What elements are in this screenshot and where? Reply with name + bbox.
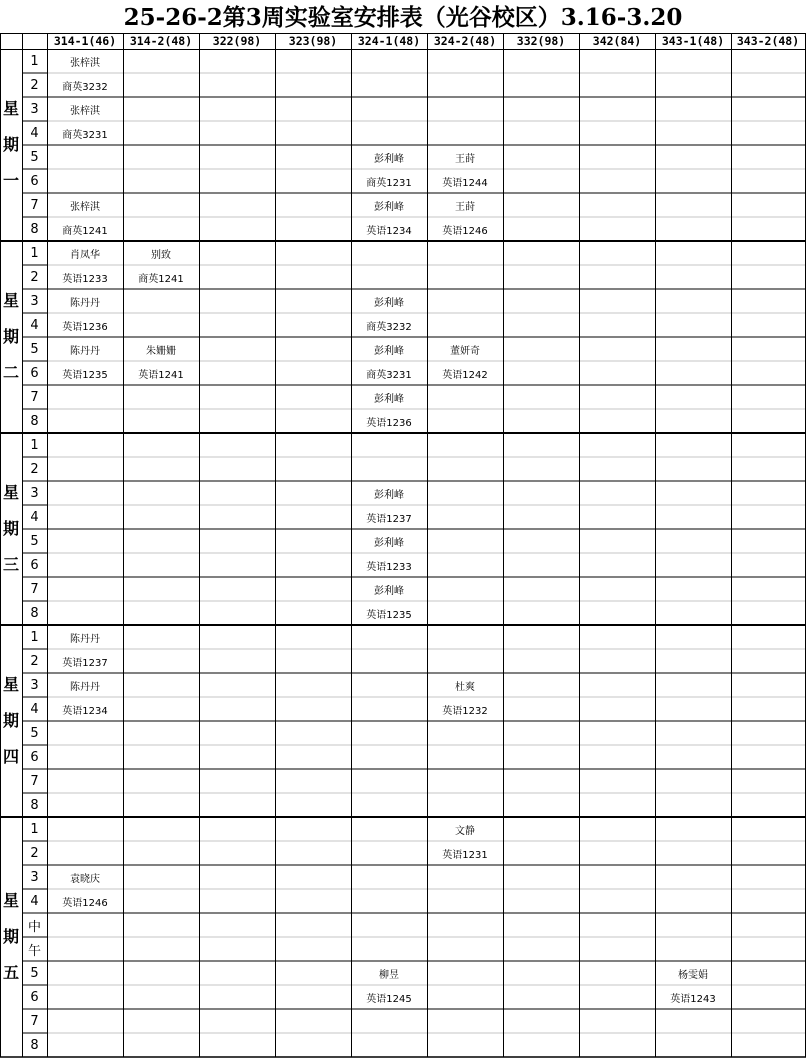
day-label <box>0 241 22 433</box>
period-number: 6 <box>30 749 39 765</box>
period-number: 7 <box>30 389 39 405</box>
schedule-entry: 彭利峰 <box>374 153 404 165</box>
period-number: 2 <box>30 653 39 669</box>
schedule-entry: 英语1237 <box>62 657 108 669</box>
period-number: 3 <box>30 869 39 885</box>
period-number: 2 <box>30 461 39 477</box>
schedule-entry: 英语1237 <box>366 513 412 525</box>
day-label-char: 星 <box>2 891 19 910</box>
period-number: 7 <box>30 773 39 789</box>
period-number: 4 <box>30 701 39 717</box>
day-label <box>0 49 22 241</box>
period-number: 4 <box>30 509 39 525</box>
schedule-entry: 英语1246 <box>442 225 488 237</box>
period-number: 6 <box>30 365 39 381</box>
schedule-entry: 肖凤华 <box>70 249 100 261</box>
day-label-char: 星 <box>2 99 19 118</box>
schedule-entry: 商英1231 <box>366 177 412 189</box>
period-number: 5 <box>30 533 39 549</box>
schedule-entry: 英语1234 <box>366 225 412 237</box>
day-label-char: 一 <box>2 171 19 190</box>
room-header: 324-2(48) <box>433 34 497 48</box>
schedule-entry: 彭利峰 <box>374 297 404 309</box>
schedule-entry: 彭利峰 <box>374 345 404 357</box>
day-label-char: 星 <box>2 675 19 694</box>
schedule-entry: 文静 <box>455 825 475 837</box>
schedule-entry: 英语1245 <box>366 993 412 1005</box>
day-label-char: 期 <box>2 135 19 154</box>
schedule-entry: 杜爽 <box>455 681 475 693</box>
schedule-entry: 张梓淇 <box>70 201 100 213</box>
schedule-entry: 英语1236 <box>62 321 108 333</box>
period-number: 午 <box>27 943 41 959</box>
schedule-entry: 董妍奇 <box>450 345 480 357</box>
period-number: 1 <box>30 53 39 69</box>
day-label-char: 期 <box>2 927 19 946</box>
schedule-entry: 别致 <box>151 249 171 261</box>
schedule-entry: 商英3232 <box>62 81 108 93</box>
period-number: 5 <box>30 341 39 357</box>
schedule-entry: 英语1235 <box>366 609 412 621</box>
schedule-entry: 陈丹丹 <box>70 681 100 693</box>
schedule-entry: 商英3231 <box>366 369 412 381</box>
schedule-entry: 英语1242 <box>442 369 488 381</box>
day-label-char: 四 <box>2 747 19 766</box>
day-label <box>0 817 22 1057</box>
schedule-entry: 彭利峰 <box>374 393 404 405</box>
schedule-entry: 彭利峰 <box>374 201 404 213</box>
day-label <box>0 433 22 625</box>
day-label-char: 期 <box>2 327 19 346</box>
schedule-entry: 王莳 <box>455 201 475 213</box>
day-label-char: 期 <box>2 519 19 538</box>
period-number: 5 <box>30 725 39 741</box>
period-number: 3 <box>30 485 39 501</box>
schedule-entry: 陈丹丹 <box>70 345 100 357</box>
schedule-entry: 英语1232 <box>442 705 488 717</box>
period-number: 7 <box>30 581 39 597</box>
schedule-entry: 柳昱 <box>379 969 399 981</box>
page-title: 25-26-2第3周实验室安排表（光谷校区）3.16-3.20 <box>123 4 683 31</box>
schedule-entry: 英语1231 <box>442 849 488 861</box>
schedule-entry: 彭利峰 <box>374 585 404 597</box>
schedule-entry: 英语1244 <box>442 177 488 189</box>
period-number: 2 <box>30 845 39 861</box>
schedule-entry: 杨雯娟 <box>678 969 708 981</box>
period-number: 8 <box>30 605 39 621</box>
period-number: 6 <box>30 173 39 189</box>
schedule-entry: 张梓淇 <box>70 105 100 117</box>
room-header: 314-1(46) <box>53 34 117 48</box>
period-number: 8 <box>30 797 39 813</box>
schedule-entry: 英语1235 <box>62 369 108 381</box>
period-number: 2 <box>30 269 39 285</box>
room-header: 343-2(48) <box>736 34 800 48</box>
schedule-entry: 彭利峰 <box>374 537 404 549</box>
schedule-entry: 英语1236 <box>366 417 412 429</box>
day-label-char: 星 <box>2 291 19 310</box>
schedule-entry: 陈丹丹 <box>70 633 100 645</box>
schedule-entry: 英语1241 <box>138 369 184 381</box>
period-number: 4 <box>30 893 39 909</box>
day-label-char: 五 <box>2 963 19 982</box>
schedule-entry: 商英1241 <box>138 273 184 285</box>
day-label-char: 三 <box>2 555 19 574</box>
period-number: 7 <box>30 197 39 213</box>
period-number: 2 <box>30 77 39 93</box>
period-number: 4 <box>30 125 39 141</box>
period-number: 8 <box>30 221 39 237</box>
period-number: 3 <box>30 101 39 117</box>
schedule-entry: 商英3231 <box>62 129 108 141</box>
schedule-entry: 商英3232 <box>366 321 412 333</box>
period-number: 1 <box>30 437 39 453</box>
day-label-char: 期 <box>2 711 19 730</box>
period-number: 7 <box>30 1013 39 1029</box>
period-number: 3 <box>30 677 39 693</box>
schedule-entry: 英语1234 <box>62 705 108 717</box>
room-header: 323(98) <box>288 34 338 48</box>
room-header: 342(84) <box>592 34 642 48</box>
day-label <box>0 625 22 817</box>
room-header: 322(98) <box>212 34 262 48</box>
period-number: 1 <box>30 821 39 837</box>
period-number: 5 <box>30 965 39 981</box>
schedule-entry: 袁晓庆 <box>70 873 100 885</box>
day-label-char: 星 <box>2 483 19 502</box>
schedule-entry: 英语1233 <box>366 561 412 573</box>
schedule-entry: 商英1241 <box>62 225 108 237</box>
schedule-entry: 朱姗姗 <box>146 345 176 357</box>
schedule-entry: 张梓淇 <box>70 57 100 69</box>
period-number: 5 <box>30 149 39 165</box>
period-number: 1 <box>30 629 39 645</box>
period-number: 中 <box>27 919 41 935</box>
room-header: 314-2(48) <box>129 34 193 48</box>
schedule-entry: 陈丹丹 <box>70 297 100 309</box>
room-header: 332(98) <box>516 34 566 48</box>
period-number: 6 <box>30 989 39 1005</box>
schedule-entry: 王莳 <box>455 153 475 165</box>
period-number: 4 <box>30 317 39 333</box>
period-number: 3 <box>30 293 39 309</box>
period-number: 8 <box>30 413 39 429</box>
period-number: 1 <box>30 245 39 261</box>
room-header: 343-1(48) <box>661 34 725 48</box>
schedule-entry: 英语1243 <box>670 993 716 1005</box>
room-header: 324-1(48) <box>357 34 421 48</box>
schedule-entry: 英语1246 <box>62 897 108 909</box>
period-number: 6 <box>30 557 39 573</box>
period-number: 8 <box>30 1037 39 1053</box>
schedule-entry: 彭利峰 <box>374 489 404 501</box>
schedule-entry: 英语1233 <box>62 273 108 285</box>
day-label-char: 二 <box>2 363 19 382</box>
